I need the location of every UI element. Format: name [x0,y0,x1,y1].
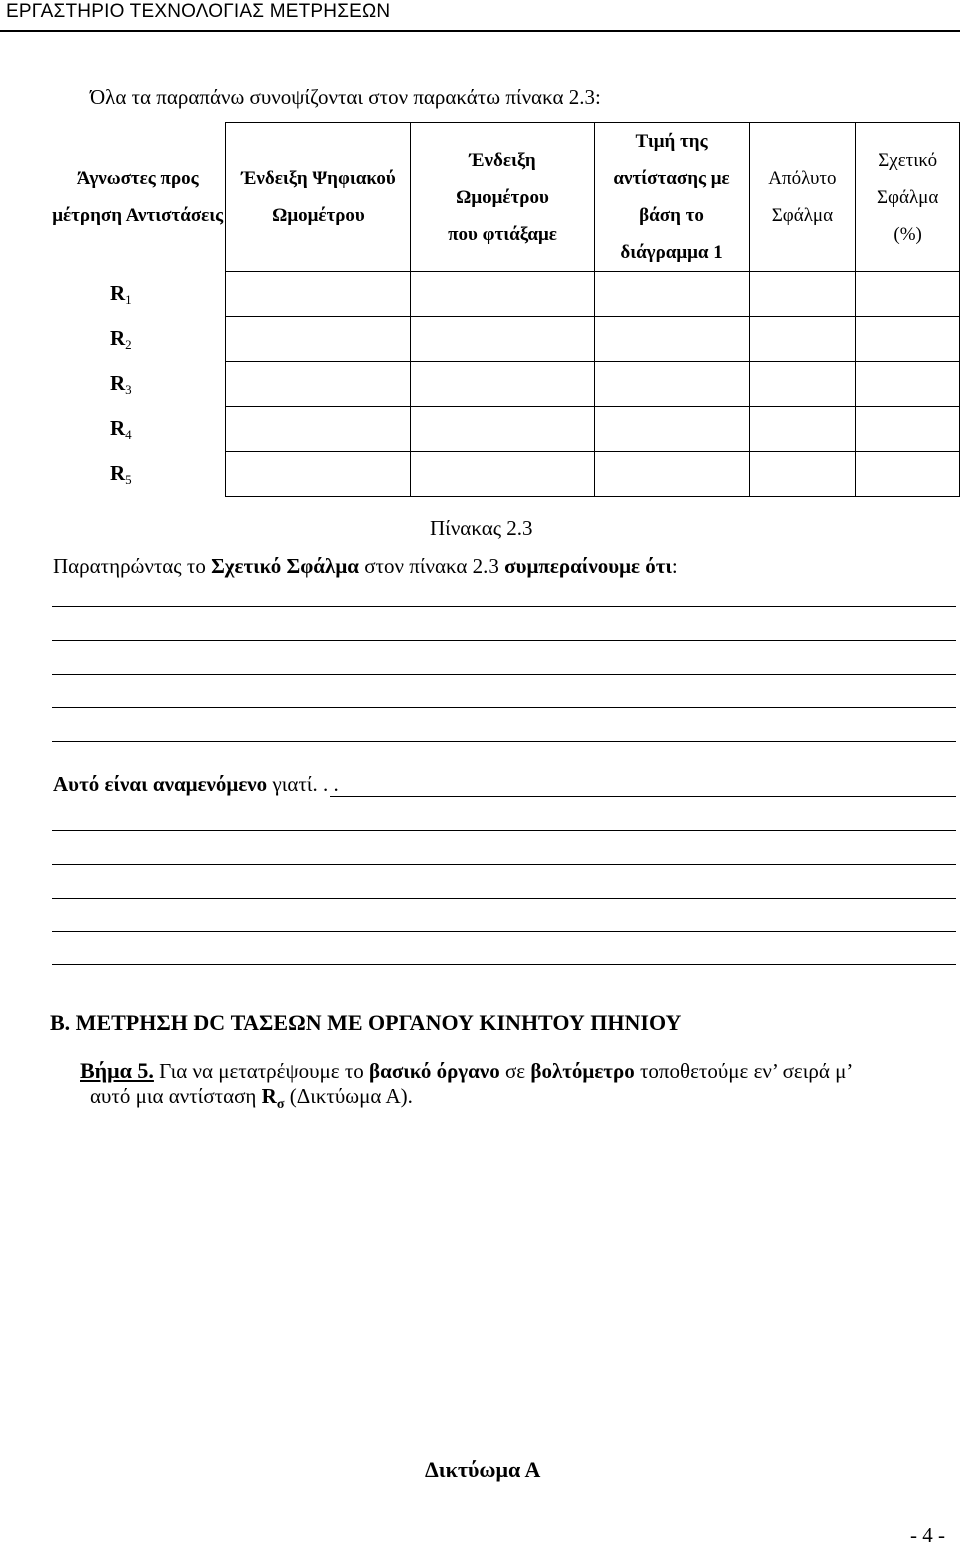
expected-rest: γιατί. . . [267,772,339,796]
row-label-r3 [50,362,226,407]
document-header-title: ΕΡΓΑΣΤΗΡΙΟ ΤΕΧΝΟΛΟΓΙΑΣ ΜΕΤΡΗΣΕΩΝ [6,1,391,22]
table-row [50,452,960,497]
figure-title: Δικτύωμα Α [425,1457,541,1482]
header-relative-error [856,123,960,272]
header-line: διάγραμμα 1 [620,242,723,263]
header-line: βάση το [639,205,704,226]
answer-line[interactable] [52,640,956,641]
table-cell[interactable] [411,452,594,497]
step-text: τοποθετούμε εν’ σειρά μ’ [634,1059,854,1083]
header-unknown-resistances [50,123,226,272]
table-cell[interactable] [856,452,960,497]
observation-emphasis-conclude: συμπεραίνουμε ότι [504,554,672,578]
table-cell[interactable] [749,362,856,407]
expected-emphasis: Αυτό είναι αναμενόμενο [53,772,268,796]
answer-line[interactable] [52,830,956,831]
page-number: - 4 - [910,1523,945,1547]
results-table [50,122,960,497]
header-line: (%) [893,223,922,245]
step-label: Βήμα 5. [80,1058,154,1083]
header-line: Απόλυτο [768,168,837,189]
observation-prefix: Παρατηρώντας το [53,554,212,578]
table-cell[interactable] [226,362,411,407]
row-label-subscript: 2 [125,336,132,352]
answer-line[interactable] [330,796,956,797]
header-absolute-error [749,123,856,272]
step-emphasis-voltmeter: βολτόμετρο [530,1059,635,1083]
header-digital-ohmmeter [226,123,411,272]
header-line: που φτιάξαμε [448,223,557,245]
observation-prompt [53,554,678,579]
table-cell[interactable] [226,407,411,452]
table-cell[interactable] [856,407,960,452]
answer-line[interactable] [52,606,956,607]
answer-line[interactable] [52,931,956,932]
table-caption: Πίνακας 2.3 [430,516,533,540]
row-label-subscript: 1 [125,291,132,307]
header-line: αντίστασης με [613,168,730,189]
row-label-text: R [110,460,126,485]
observation-middle: στον πίνακα 2.3 [358,554,505,578]
header-line: Ωμομέτρου [456,186,549,208]
step-text: Για να μετατρέψουμε το [153,1059,370,1083]
expected-prompt [53,772,339,797]
table-cell[interactable] [594,407,749,452]
answer-line[interactable] [52,741,956,742]
header-line: Σχετικό [878,149,938,171]
table-cell[interactable] [749,317,856,362]
table-cell[interactable] [749,452,856,497]
table-cell[interactable] [856,317,960,362]
header-line: Σφάλμα [771,205,834,226]
section-b-heading: Β. ΜΕΤΡΗΣΗ DC ΤΑΣΕΩΝ ΜΕ ΟΡΓΑΝΟΥ ΚΙΝΗΤΟΥ ΠΗΝΙΟΥ [50,1010,682,1035]
table-cell[interactable] [411,317,594,362]
row-label-r1 [50,272,226,317]
table-cell[interactable] [226,272,411,317]
intro-text: Όλα τα παραπάνω συνοψίζονται στον παρακάτω πίνακα 2.3: [90,85,601,109]
row-label-subscript: 4 [125,426,132,442]
header-line: Ωμομέτρου [272,205,365,226]
table-cell[interactable] [594,317,749,362]
row-label-text: R [110,280,126,305]
table-cell[interactable] [856,272,960,317]
table-cell[interactable] [411,272,594,317]
header-divider [0,30,960,32]
step-text: (Δικτύωμα Α). [284,1084,413,1108]
answer-line[interactable] [52,707,956,708]
table-row [50,362,960,407]
row-label-r5 [50,452,226,497]
row-label-text: R [110,370,126,395]
header-line: Ένδειξη Ψηφιακού [241,168,396,189]
table-cell[interactable] [226,452,411,497]
row-label-subscript: 3 [125,381,132,397]
table-cell[interactable] [411,407,594,452]
table-cell[interactable] [594,272,749,317]
answer-line[interactable] [52,964,956,965]
table-cell[interactable] [594,452,749,497]
observation-suffix: : [671,554,678,578]
answer-line[interactable] [52,898,956,899]
step-5-line-2 [90,1084,413,1113]
table-row [50,272,960,317]
answer-line[interactable] [52,864,956,865]
header-built-ohmmeter [411,123,594,272]
row-label-text: R [110,325,126,350]
table-cell[interactable] [411,362,594,407]
row-label-text: R [110,415,126,440]
observation-emphasis-relative-error: Σχετικό Σφάλμα [211,554,359,578]
series-resistor-symbol: R [261,1084,277,1108]
step-emphasis-basic-instrument: βασικό όργανο [369,1059,500,1083]
step-text: αυτό μια αντίσταση [90,1084,262,1108]
table-cell[interactable] [594,362,749,407]
step-5-line-1 [80,1058,853,1084]
series-resistor-subscript: σ [276,1097,285,1113]
header-line: μέτρηση Αντιστάσεις [52,205,224,226]
header-line: Τιμή της [635,131,708,152]
row-label-r4 [50,407,226,452]
header-diagram-value [594,123,749,272]
step-text: σε [499,1059,531,1083]
table-cell[interactable] [749,407,856,452]
header-line: Σφάλμα [876,186,939,208]
header-line: Ένδειξη [469,149,536,171]
table-cell[interactable] [856,362,960,407]
table-header-row [50,123,960,272]
answer-line[interactable] [52,674,956,675]
table-row [50,317,960,362]
header-line: Άγνωστες προς [76,168,199,189]
row-label-r2 [50,317,226,362]
table-row [50,407,960,452]
table-cell[interactable] [749,272,856,317]
table-cell[interactable] [226,317,411,362]
row-label-subscript: 5 [125,471,132,487]
